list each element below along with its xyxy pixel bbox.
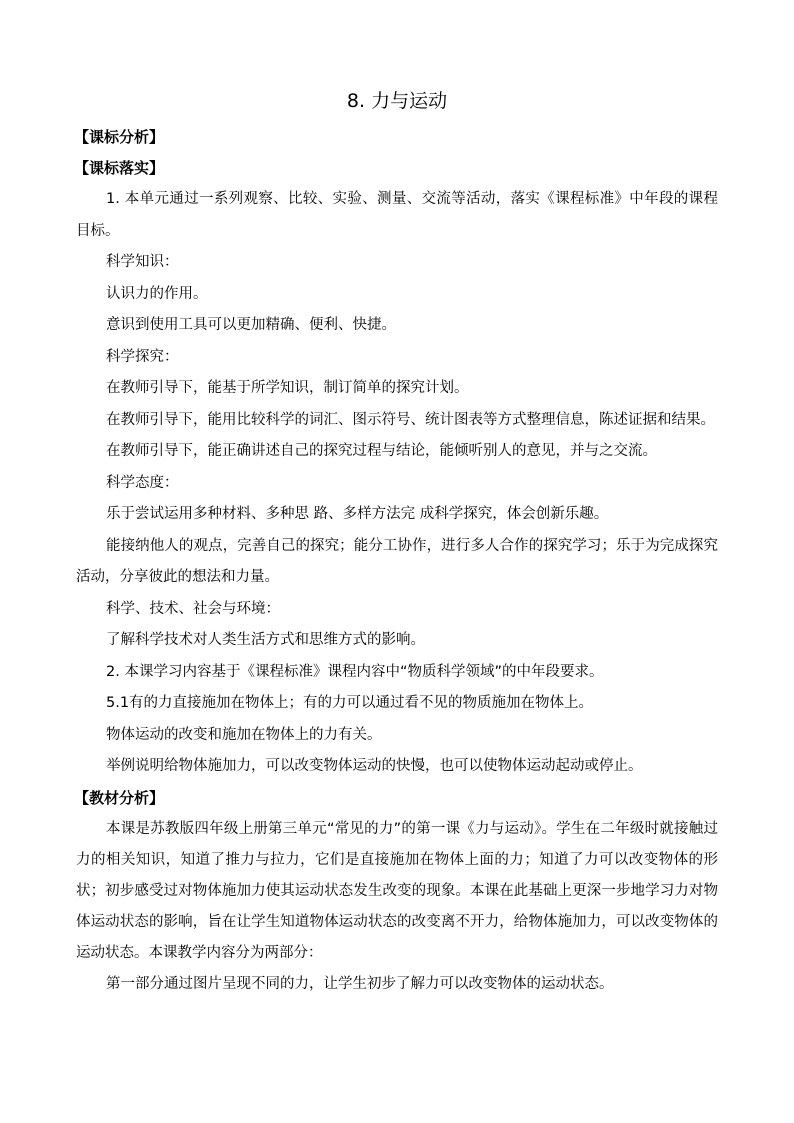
paragraph: 了解科学技术对人类生活方式和思维方式的影响。 (106, 632, 425, 648)
section-textbook-analysis (76, 783, 718, 1000)
paragraph: 举例说明给物体施加力，可以改变物体运动的快慢，也可以使物体运动起动或停止。 (106, 758, 643, 774)
paragraph: 2. 本课学习内容基于《课程标准》课程内容中“物质科学领域”的中年段要求。 (106, 663, 604, 680)
paragraph: 科学态度： (106, 474, 179, 491)
section-heading: 【课标落实】 (74, 159, 165, 177)
paragraph: 意识到使用工具可以更加精确、便利、快捷。 (106, 317, 396, 333)
paragraph: 在教师引导下，能用比较科学的词汇、图示符号、统计图表等方式整理信息，陈述证据和结果。 (106, 411, 715, 428)
section-standards-analysis (76, 122, 718, 153)
document-page (76, 88, 718, 1000)
paragraph: 在教师引导下，能正确讲述自己的探究过程与结论，能倾听别人的意见，并与之交流。 (106, 443, 657, 459)
paragraph: 认识力的作用。 (106, 285, 208, 302)
section-heading: 【教材分析】 (74, 788, 165, 807)
paragraph: 科学、技术、社会与环境： (106, 600, 280, 617)
paragraph: 能接纳他人的观点，完善自己的探究；能分工协作，进行多人合作的探究学习；乐于为完成探究活动，分享彼此的想法和力量。 (76, 537, 718, 585)
paragraph: 乐于尝试运用多种材料、多种思 路、多样方法完 成科学探究，体会创新乐趣。 (106, 506, 609, 522)
section-heading: 【课标分析】 (74, 128, 165, 146)
paragraph: 5.1有的力直接施加在物体上；有的力可以通过看不见的物质施加在物体上。 (106, 695, 594, 711)
section-standards-implementation (76, 153, 718, 783)
document-title: 8. 力与运动 (346, 90, 448, 112)
paragraph: 1. 本单元通过一系列观察、比较、实验、测量、交流等活动，落实《课程标准》中年段的课程目标。 (76, 191, 718, 239)
paragraph: 物体运动的改变和施加在物体上的力有关。 (106, 726, 382, 743)
paragraph: 本课是苏教版四年级上册第三单元“常见的力”的第一课《力与运动》。学生在二年级时就接触过力的相关知识，知道了推力与拉力，它们是直接施加在物体上面的力；知道了力可以改变物体的形状；初步感受过对物体施加力使其运动状态发生改变的现象。本课在此基础上更深一步地学习力对物体运动状态的影响，旨在让学生知道物体运动状态的改变离不开力，给物体施加力，可以改变物体的运动状态。本课教学内容分为两部分： (76, 820, 718, 961)
paragraph: 在教师引导下，能基于所学知识，制订简单的探究计划。 (106, 380, 469, 396)
paragraph: 科学探究： (106, 348, 179, 365)
paragraph: 科学知识： (106, 254, 179, 270)
paragraph: 第一部分通过图片呈现不同的力，让学生初步了解力可以改变物体的运动状态。 (106, 975, 614, 992)
